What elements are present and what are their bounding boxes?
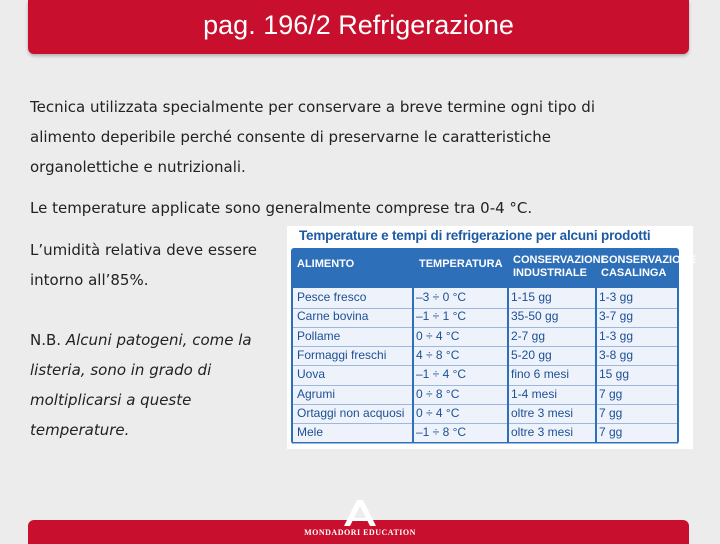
- cell-home: 1-3 gg: [599, 290, 634, 304]
- cell-food: Mele: [297, 425, 324, 440]
- table-row: [293, 346, 677, 367]
- nb-text-2: listeria, sono in grado di: [30, 361, 212, 379]
- cell-temperature: 0 ÷ 8 °C: [416, 386, 460, 401]
- cell-home: 3-7 gg: [599, 309, 634, 324]
- cell-temperature: –1 ÷ 1 °C: [416, 309, 467, 324]
- table-body: [293, 288, 677, 442]
- cell-food: Carne bovina: [297, 309, 369, 324]
- page-title: pag. 196/2 Refrigerazione: [203, 10, 514, 40]
- cell-food: Formaggi freschi: [297, 347, 387, 362]
- intro-line-3: organolettiche e nutrizionali.: [30, 158, 246, 176]
- column-divider: [412, 288, 414, 442]
- logo-text: MONDADORI EDUCATION: [304, 528, 416, 537]
- nb-line-2: [30, 355, 280, 385]
- intro-paragraph: [30, 92, 680, 182]
- cell-food: Pollame: [297, 328, 341, 343]
- table-header: [291, 248, 696, 286]
- cell-home: 7 gg: [599, 425, 623, 440]
- table-row: [293, 365, 677, 386]
- cell-home: 1-3 gg: [599, 328, 634, 343]
- nb-text-1: Alcuni patogeni, come la: [65, 331, 252, 349]
- cell-temperature: 0 ÷ 4 °C: [416, 328, 460, 343]
- table-row: [293, 288, 677, 309]
- header-home-b: CASALINGA: [601, 267, 667, 279]
- cell-temperature: 4 ÷ 8 °C: [416, 347, 460, 362]
- cell-home: 7 gg: [599, 386, 623, 401]
- header-food: ALIMENTO: [297, 258, 355, 270]
- temperature-text: Le temperature applicate sono generalmente comprese tra 0-4 °C.: [30, 199, 533, 217]
- column-divider: [507, 288, 509, 442]
- logo-mark-icon: [340, 498, 380, 528]
- cell-food: Uova: [297, 367, 326, 382]
- humidity-line-1: L’umidità relativa deve essere: [30, 241, 258, 259]
- cell-industrial: fino 6 mesi: [511, 367, 570, 382]
- side-text: [30, 235, 280, 445]
- nb-text-3: moltiplicarsi a queste: [30, 391, 192, 409]
- nb-text-4: temperature.: [30, 421, 130, 439]
- column-divider: [595, 288, 597, 442]
- table-row: [293, 423, 677, 444]
- nb-line-3: [30, 385, 280, 415]
- cell-industrial: 1-15 gg: [511, 290, 552, 304]
- nb-prefix: N.B.: [30, 331, 62, 349]
- refrigeration-table-image: [287, 226, 696, 449]
- cell-food: Ortaggi non acquosi: [297, 405, 405, 420]
- header-home-a: CONSERVAZIONE: [601, 254, 696, 266]
- cell-industrial: 35-50 gg: [511, 309, 559, 324]
- cell-industrial: oltre 3 mesi: [511, 425, 574, 440]
- header-industrial-b: INDUSTRIALE: [513, 267, 587, 279]
- nb-line-1: [30, 325, 280, 355]
- cell-temperature: –1 ÷ 8 °C: [416, 425, 467, 440]
- cell-home: 7 gg: [599, 405, 623, 420]
- publisher-logo: [288, 498, 432, 540]
- cell-temperature: 0 ÷ 4 °C: [416, 405, 460, 420]
- cell-industrial: 5-20 gg: [511, 347, 552, 362]
- cell-home: 3-8 gg: [599, 347, 634, 362]
- cell-home: 15 gg: [599, 367, 630, 382]
- table-row: [293, 307, 677, 328]
- table-row: [293, 385, 677, 406]
- cell-food: Agrumi: [297, 386, 336, 401]
- table-title: Temperature e tempi di refrigerazione per alcuni prodotti: [299, 228, 651, 243]
- cell-temperature: –3 ÷ 0 °C: [416, 290, 467, 304]
- cell-temperature: –1 ÷ 4 °C: [416, 367, 467, 382]
- header-industrial-a: CONSERVAZIONE: [513, 254, 608, 266]
- table-row: [293, 327, 677, 348]
- intro-line-2: alimento deperibile perché consente di preservarne le caratteristiche: [30, 128, 551, 146]
- table-row: [293, 404, 677, 425]
- header-temperature: TEMPERATURA: [419, 258, 503, 270]
- title-bar: [28, 0, 689, 54]
- cell-industrial: oltre 3 mesi: [511, 405, 574, 420]
- cell-food: Pesce fresco: [297, 290, 367, 304]
- nb-line-4: [30, 415, 280, 445]
- humidity-line-2: intorno all’85%.: [30, 271, 149, 289]
- refrigeration-table: [291, 248, 696, 444]
- cell-industrial: 1-4 mesi: [511, 386, 558, 401]
- intro-line-1: Tecnica utilizzata specialmente per conservare a breve termine ogni tipo di: [30, 98, 595, 116]
- cell-industrial: 2-7 gg: [511, 328, 546, 343]
